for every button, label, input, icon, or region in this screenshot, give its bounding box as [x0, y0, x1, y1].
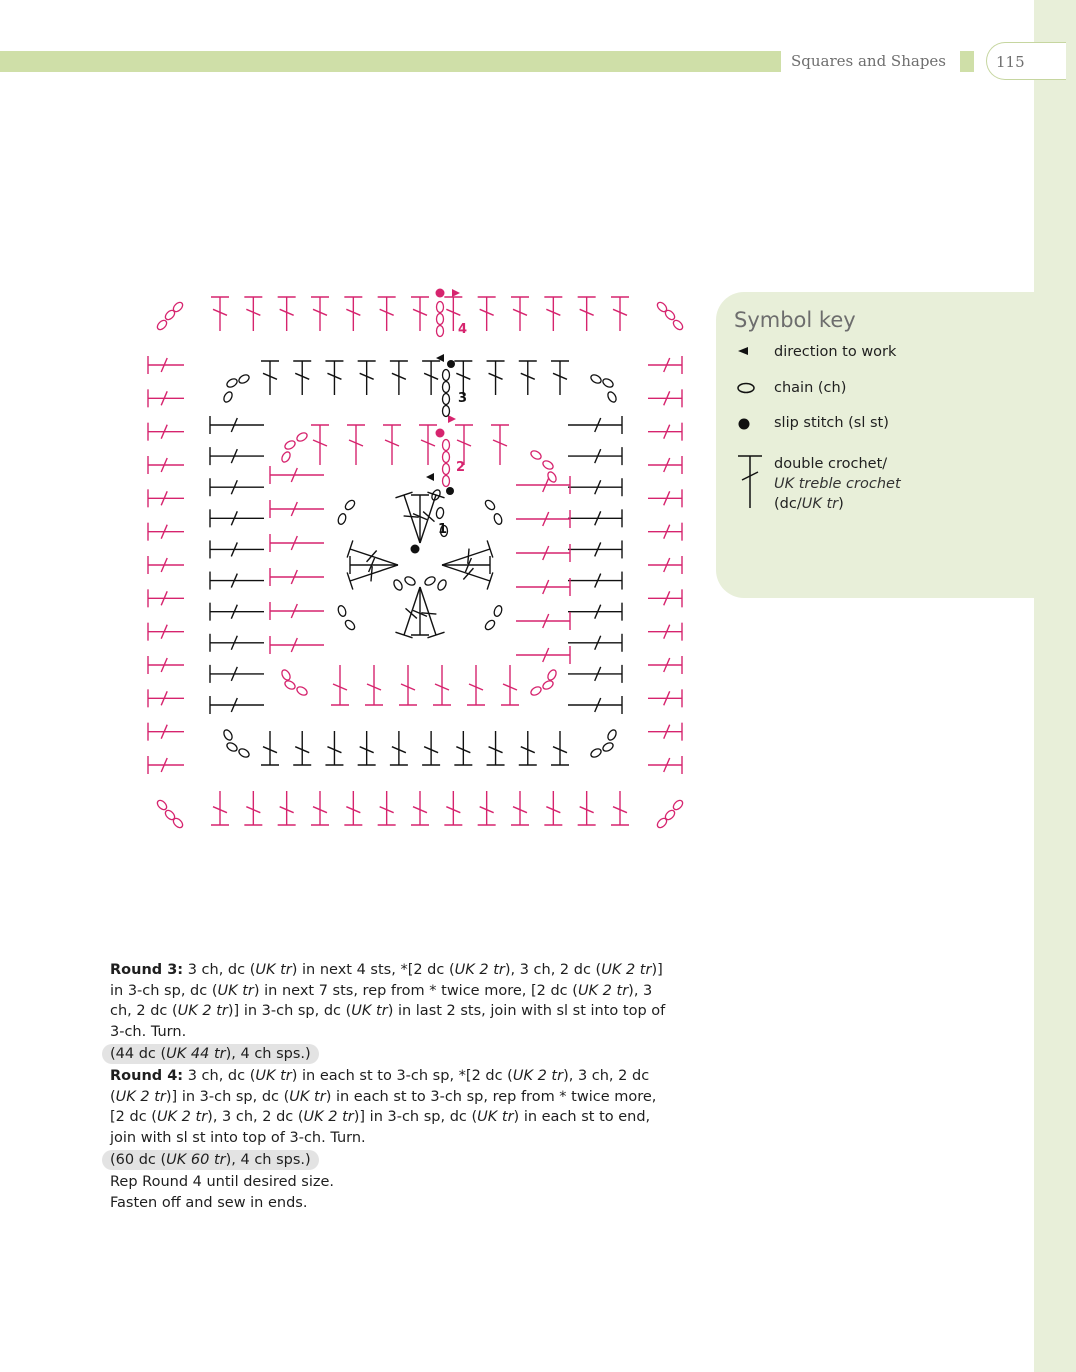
dc-cross-bar: [367, 551, 377, 562]
text-run-italic: UK 2 tr: [303, 1109, 354, 1125]
round-1-label: 1: [438, 522, 448, 537]
text-run-italic: UK 2 tr: [512, 1068, 564, 1084]
text-run: ), 3 ch, 2 dc (: [110, 982, 653, 1019]
round-3-heading: Round 3:: [110, 962, 184, 978]
chain-oval: [541, 679, 554, 691]
chain-oval: [392, 578, 404, 591]
dc-cross-bar: [421, 613, 436, 614]
symbol-key-title: Symbol key: [734, 308, 856, 332]
chain-oval: [237, 373, 250, 385]
text-run: ), 4 ch sps.): [225, 1046, 311, 1062]
text-run: ) in each st to 3-ch sp, *[2 dc (: [291, 1068, 513, 1084]
text-run-italic: UK tr: [289, 1088, 326, 1105]
key-label-double-crochet: [774, 454, 901, 514]
key-label-dc-line2: UK treble crochet: [774, 476, 901, 492]
chain-oval: [529, 685, 542, 697]
text-run: )] in 3-ch sp, dc (: [353, 1109, 478, 1125]
chain-oval: [225, 741, 238, 753]
text-run: ), 3 ch, 2 dc (: [110, 1068, 650, 1105]
dc-cross-bar: [423, 512, 434, 522]
chain-oval: [493, 513, 503, 526]
chain-oval: [589, 747, 602, 759]
chain-oval: [222, 390, 234, 403]
dc-stem: [442, 565, 490, 581]
chain-oval: [443, 394, 450, 405]
chain-oval: [484, 619, 497, 632]
chain-oval: [283, 439, 296, 451]
chain-oval: [337, 513, 347, 526]
chain-oval: [436, 578, 448, 591]
chain-oval: [437, 326, 444, 337]
direction-arrow: [426, 473, 434, 481]
chain-oval: [295, 685, 308, 697]
dc-stem: [404, 495, 420, 543]
text-run-italic: UK 2 tr: [156, 1109, 208, 1125]
chain-oval: [437, 302, 444, 313]
chain-oval: [344, 619, 357, 632]
text-run-italic: UK 2 tr: [577, 982, 629, 999]
key-label-dc-line3a: (dc/: [774, 496, 802, 512]
text-run: )] in 3-ch sp, dc (: [227, 1003, 352, 1019]
chain-oval: [443, 370, 450, 381]
page-number: 115: [986, 42, 1066, 80]
text-run-italic: UK 44 tr: [166, 1046, 226, 1062]
text-run-italic: UK 2 tr: [115, 1088, 166, 1105]
repeat-instruction: Rep Round 4 until desired size.: [110, 1174, 335, 1190]
text-run-italic: UK 2 tr: [177, 1003, 228, 1019]
page-edge-strip: [1034, 0, 1076, 1372]
text-run-italic: UK tr: [255, 1068, 292, 1084]
chain-oval: [156, 319, 169, 332]
chain-oval: [484, 499, 497, 512]
dc-cross-bar: [371, 566, 372, 581]
text-run: ), 4 ch sps.): [225, 1152, 311, 1168]
chain-oval: [156, 799, 169, 812]
round-4-stitch-count: [102, 1150, 319, 1170]
text-run: 3 ch, dc (: [183, 962, 256, 978]
text-run: (44 dc (: [110, 1046, 167, 1062]
text-run-italic: UK tr: [477, 1109, 514, 1125]
key-label-dc-line1: double crochet/: [774, 456, 888, 472]
round-4-label: 4: [458, 322, 468, 337]
slip-stitch-dot: [447, 360, 455, 368]
chain-oval: [606, 390, 618, 403]
chain-oval: [546, 668, 558, 681]
dc-cross-bar: [404, 516, 419, 517]
round-3-instruction: [110, 960, 670, 1042]
round-4-instruction: [110, 1066, 670, 1148]
chain-oval: [443, 476, 450, 487]
chain-oval: [436, 507, 445, 519]
text-run-italic: UK 2 tr: [454, 962, 505, 978]
text-run-italic: UK tr: [351, 1003, 388, 1019]
key-label-dc-line3c: ): [838, 496, 844, 512]
chain-oval: [280, 450, 292, 463]
chain-oval: [493, 605, 503, 618]
dc-stem: [420, 495, 436, 543]
chain-oval: [295, 431, 308, 443]
chain-oval: [437, 314, 444, 325]
direction-arrow-icon: [736, 344, 750, 362]
chain-oval: [672, 319, 685, 332]
text-run: ) in each st to 3-ch sp, rep from * twice more, [2 dc (: [110, 1088, 657, 1125]
text-run: )] in 3-ch sp, dc (: [165, 1088, 290, 1105]
chain-oval: [443, 382, 450, 393]
key-label-direction: direction to work: [774, 344, 897, 360]
chain-oval: [443, 440, 450, 451]
chain-oval: [443, 452, 450, 463]
symbol-key-panel: [716, 292, 1034, 598]
dc-stem: [420, 587, 436, 635]
slip-stitch-dot: [436, 429, 445, 438]
text-run: ) in each st to end, join with sl st into top of 3-ch. Turn.: [110, 1109, 651, 1146]
slip-stitch-dot-icon: [736, 416, 752, 436]
text-run: 3 ch, dc (: [183, 1068, 256, 1084]
text-run: ), 3 ch, 2 dc (: [207, 1109, 304, 1125]
chain-oval: [672, 799, 685, 812]
chain-oval: [606, 728, 618, 741]
text-run-italic: UK 60 tr: [166, 1152, 226, 1168]
dc-stem: [350, 565, 398, 581]
round-2-label: 2: [456, 460, 466, 475]
key-label-slip-stitch: slip stitch (sl st): [774, 415, 889, 431]
text-run: ) in next 7 sts, rep from * twice more, [2 dc (: [253, 982, 578, 999]
direction-arrow: [448, 415, 456, 423]
text-run: ) in next 4 sts, *[2 dc (: [291, 962, 455, 978]
chain-oval: [225, 377, 238, 389]
text-run-italic: UK 2 tr: [601, 962, 652, 978]
chain-oval: [337, 605, 347, 618]
text-run-italic: UK tr: [217, 982, 254, 999]
text-run: ), 3 ch, 2 dc (: [504, 962, 602, 978]
chain-oval-icon: [736, 380, 756, 398]
direction-arrow: [452, 289, 460, 297]
dc-stem: [404, 587, 420, 635]
chain-oval: [423, 575, 436, 587]
dc-stem: [350, 549, 398, 565]
text-run: (60 dc (: [110, 1152, 167, 1168]
dc-cross-bar: [463, 568, 473, 579]
chain-oval: [443, 464, 450, 475]
fasten-off-instruction: Fasten off and sew in ends.: [110, 1194, 308, 1211]
dc-stem: [442, 549, 490, 565]
slip-stitch-dot: [411, 545, 420, 554]
key-label-dc-line3b: UK tr: [801, 496, 839, 512]
round-3-stitch-count: [102, 1044, 319, 1064]
slip-stitch-dot: [436, 289, 445, 298]
chain-oval: [443, 406, 450, 417]
section-title: Squares and Shapes: [781, 51, 960, 72]
chain-oval: [237, 747, 250, 759]
key-label-chain: chain (ch): [774, 380, 847, 396]
chain-oval: [601, 741, 614, 753]
round-3-label: 3: [458, 391, 468, 406]
chain-oval: [601, 377, 614, 389]
chain-oval: [541, 459, 554, 471]
text-run: ) in last 2 sts, join with sl st into top of 3-ch. Turn.: [110, 1003, 666, 1040]
text-run: )] in 3-ch sp, dc (: [110, 962, 663, 999]
chain-oval: [222, 728, 234, 741]
dc-cross-bar: [406, 608, 417, 618]
chain-oval: [344, 499, 357, 512]
round-4-heading: Round 4:: [110, 1068, 184, 1084]
pattern-instructions: [110, 960, 670, 1213]
crochet-chart: [140, 285, 700, 845]
chain-oval: [589, 373, 602, 385]
chain-oval: [283, 679, 296, 691]
slip-stitch-dot: [446, 487, 454, 495]
chain-oval: [403, 575, 416, 587]
double-crochet-icon: [736, 454, 766, 514]
chain-oval: [280, 668, 292, 681]
text-run-italic: UK tr: [255, 962, 292, 978]
dc-cross-bar: [468, 549, 469, 564]
chain-oval: [546, 470, 558, 483]
chain-oval: [529, 449, 542, 461]
